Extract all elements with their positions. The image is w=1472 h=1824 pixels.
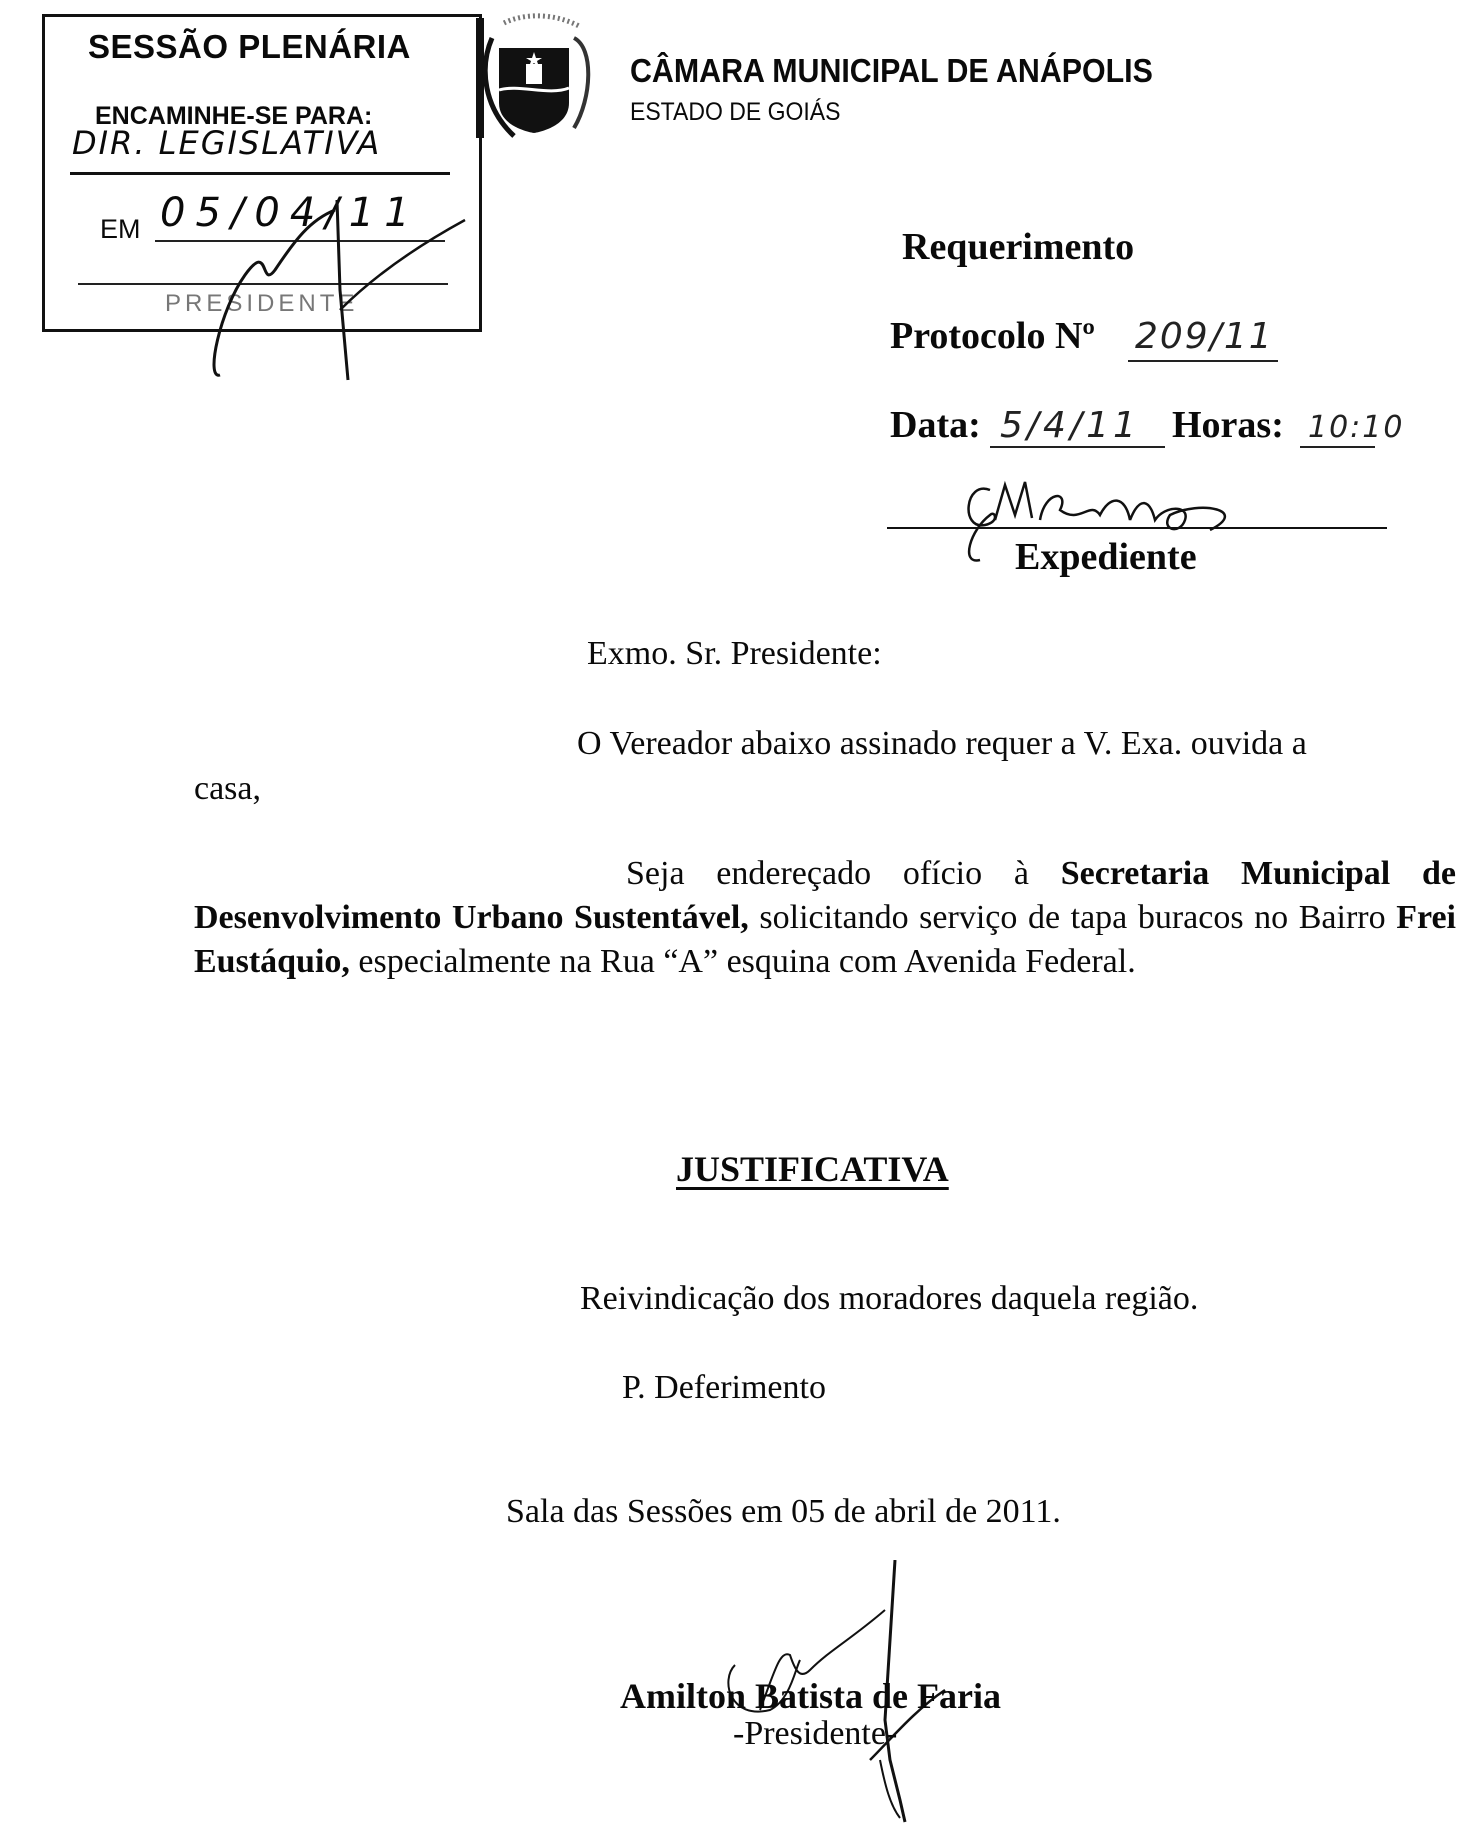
intro-paragraph-continuation: casa, [194,770,262,807]
protocol-number-line [1128,360,1278,362]
salutation: Exmo. Sr. Presidente: [587,635,882,672]
protocol-hours-label: Horas: [1172,404,1284,446]
protocol-date-line [990,446,1165,448]
request-paragraph [194,852,1456,984]
stamp-date-label: EM [100,214,141,244]
request-secretariat: Secretaria Municipal de Desenvolvimento Urbano Sustentável, [194,855,1457,936]
organization-state: ESTADO DE GOIÁS [630,98,841,126]
closing-date-line: Sala das Sessões em 05 de abril de 2011. [506,1493,1061,1530]
stamp-title: SESSÃO PLENÁRIA [88,28,411,65]
coat-of-arms-icon [474,8,604,146]
deferimento-text: P. Deferimento [622,1369,826,1406]
intro-paragraph: O Vereador abaixo assinado requer a V. Exa. ouvida a [577,725,1307,762]
signer-name: Amilton Batista de Faria [620,1676,1001,1716]
stamp-role-label: PRESIDENTE [165,290,359,317]
stamp-date-value: 05/04/11 [160,190,420,236]
protocol-hours-value: 10:10 [1308,410,1405,445]
document-type: Requerimento [902,226,1135,268]
stamp-forward-label: ENCAMINHE-SE PARA: [95,102,373,130]
justification-title: JUSTIFICATIVA [676,1149,949,1189]
stamp-destination-line [70,172,450,175]
request-neighborhood: Frei Eustáquio, [194,899,1456,980]
protocol-number-value: 209/11 [1135,316,1274,357]
stamp-destination: DIR. LEGISLATIVA [72,124,382,162]
protocol-number-label: Protocolo Nº [890,315,1095,357]
stamp-signature-icon [200,190,480,390]
request-text-3: especialmente na Rua “A” esquina com Avenida Federal. [349,943,1136,980]
protocol-date-label: Data: [890,404,981,446]
protocol-date-value: 5/4/11 [1000,405,1140,446]
organization-name: CÂMARA MUNICIPAL DE ANÁPOLIS [630,52,1153,89]
protocol-hours-line [1300,446,1375,448]
request-text-1: Seja endereçado ofício à [626,855,1061,892]
justification-text: Reivindicação dos moradores daquela região. [580,1280,1199,1317]
clerk-role-label: Expediente [1015,536,1197,578]
signer-role: -Presidente- [733,1715,898,1752]
request-text-2: solicitando serviço de tapa buracos no Bairro [748,899,1397,936]
